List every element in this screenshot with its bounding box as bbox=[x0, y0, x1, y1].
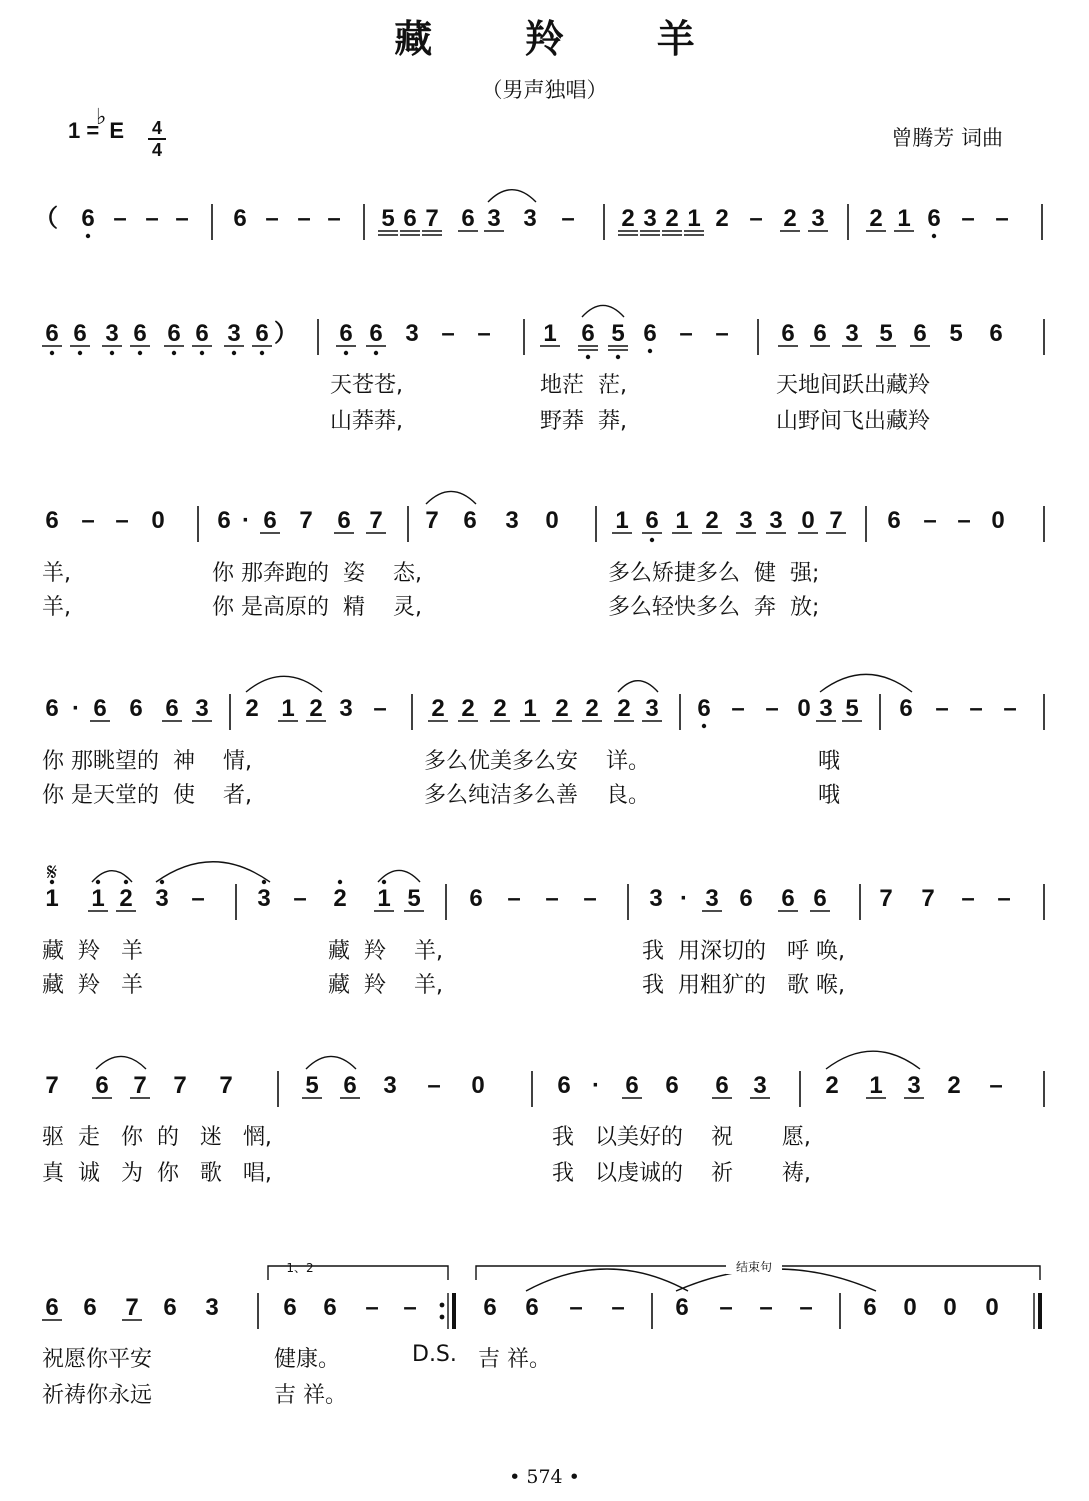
slur bbox=[488, 190, 536, 202]
note: 3 bbox=[405, 320, 419, 347]
lyric-text: 山野间飞出藏羚 bbox=[776, 409, 931, 434]
note: 3 bbox=[383, 1072, 397, 1099]
note: 0 bbox=[797, 695, 811, 722]
lyric-text: 野莽 莽, bbox=[540, 409, 627, 434]
note: 2 bbox=[119, 885, 133, 912]
note: 6 bbox=[167, 320, 181, 347]
note: 6 bbox=[369, 320, 383, 347]
note: 3 bbox=[845, 320, 859, 347]
dash-mark: – bbox=[1003, 695, 1017, 722]
note: 3 bbox=[505, 507, 519, 534]
dash-mark: – bbox=[113, 205, 127, 232]
dash-mark: – bbox=[297, 205, 311, 232]
note: 5 bbox=[407, 885, 421, 912]
note: 6 bbox=[403, 205, 417, 232]
note: 3 bbox=[257, 885, 271, 912]
note: 6 bbox=[927, 205, 941, 232]
note: 0 bbox=[991, 507, 1005, 534]
octave-dot-below bbox=[650, 538, 654, 542]
dash-mark: – bbox=[989, 1072, 1003, 1099]
note: 2 bbox=[333, 885, 347, 912]
lyric-text: 藏 羚 羊, bbox=[328, 973, 443, 998]
dash-mark: – bbox=[265, 205, 279, 232]
note: 6 bbox=[739, 885, 753, 912]
note: 6 bbox=[887, 507, 901, 534]
note: 3 bbox=[753, 1072, 767, 1099]
dash-mark: – bbox=[759, 1294, 773, 1321]
lyric-text: 羊, bbox=[42, 595, 71, 620]
note: 1 bbox=[45, 885, 59, 912]
note: 6 bbox=[643, 320, 657, 347]
slur bbox=[156, 862, 270, 882]
note: 6 bbox=[813, 320, 827, 347]
note: 1 bbox=[281, 695, 295, 722]
note: 3 bbox=[645, 695, 659, 722]
note: 6 bbox=[45, 320, 59, 347]
dash-mark: – bbox=[583, 885, 597, 912]
note: 6 bbox=[813, 885, 827, 912]
slur bbox=[96, 1056, 146, 1069]
dash-mark: – bbox=[145, 205, 159, 232]
dash-mark: – bbox=[441, 320, 455, 347]
lyric-text: 天苍苍, bbox=[330, 373, 403, 398]
lyric-text: 我 用粗犷的 歌 喉, bbox=[642, 973, 845, 998]
volta-label-ending: 结束句 bbox=[735, 1260, 773, 1274]
note: 2 bbox=[947, 1072, 961, 1099]
note: 1 bbox=[687, 205, 701, 232]
lyric-text: 你 那奔跑的 姿 态, bbox=[212, 561, 422, 586]
dash-mark: – bbox=[719, 1294, 733, 1321]
note: 2 bbox=[309, 695, 323, 722]
note: 6 bbox=[195, 320, 209, 347]
dash-mark: – bbox=[365, 1294, 379, 1321]
dash-mark: – bbox=[373, 695, 387, 722]
note: 0 bbox=[151, 507, 165, 534]
lyric-text: 多么优美多么安 详。 bbox=[424, 749, 650, 774]
dash-mark: – bbox=[957, 507, 971, 534]
note: 6 bbox=[217, 507, 231, 534]
dash-mark: – bbox=[115, 507, 129, 534]
note: 7 bbox=[133, 1072, 147, 1099]
note: 6 bbox=[83, 1294, 97, 1321]
dash-mark: – bbox=[995, 205, 1009, 232]
slur bbox=[246, 676, 322, 692]
flat-icon: ♭ bbox=[96, 104, 107, 129]
note: 6 bbox=[557, 1072, 571, 1099]
note: 6 bbox=[469, 885, 483, 912]
octave-dot-below bbox=[260, 351, 264, 355]
note: 1 bbox=[377, 885, 391, 912]
dash-mark: – bbox=[507, 885, 521, 912]
lyric-text: 我 用深切的 呼 唤, bbox=[642, 939, 845, 964]
dash-mark: – bbox=[679, 320, 693, 347]
dot-mark: · bbox=[242, 507, 250, 534]
octave-dot-above bbox=[262, 880, 266, 884]
note: 5 bbox=[845, 695, 859, 722]
note: 3 bbox=[819, 695, 833, 722]
lyric-text: 羊, bbox=[42, 561, 71, 586]
note: 6 bbox=[93, 695, 107, 722]
note: 2 bbox=[705, 507, 719, 534]
octave-dot-above bbox=[124, 880, 128, 884]
lyric-text: 你 是天堂的 使 者, bbox=[42, 783, 252, 808]
dot-mark: · bbox=[680, 885, 688, 912]
note: 1 bbox=[543, 320, 557, 347]
lyric-text: 山莽莽, bbox=[330, 409, 403, 434]
note: 3 bbox=[227, 320, 241, 347]
dash-mark: – bbox=[191, 885, 205, 912]
dash-mark: – bbox=[427, 1072, 441, 1099]
octave-dot-below bbox=[78, 351, 82, 355]
note: 2 bbox=[621, 205, 635, 232]
repeat-dot bbox=[440, 1315, 445, 1320]
note: 3 bbox=[643, 205, 657, 232]
octave-dot-below bbox=[138, 351, 142, 355]
octave-dot-below bbox=[616, 355, 620, 359]
note: 6 bbox=[45, 695, 59, 722]
note: 6 bbox=[337, 507, 351, 534]
note: 6 bbox=[781, 320, 795, 347]
song-subtitle: （男声独唱） bbox=[481, 78, 608, 102]
note: 6 bbox=[665, 1072, 679, 1099]
note: 1 bbox=[523, 695, 537, 722]
note: 6 bbox=[45, 1294, 59, 1321]
lyric-text: 我 以虔诚的 祈 祷, bbox=[552, 1161, 811, 1186]
note: 5 bbox=[381, 205, 395, 232]
note: 7 bbox=[173, 1072, 187, 1099]
dash-mark: – bbox=[545, 885, 559, 912]
dash-mark: – bbox=[293, 885, 307, 912]
dash-mark: – bbox=[715, 320, 729, 347]
time-denominator: 4 bbox=[151, 140, 162, 160]
note: 6 bbox=[715, 1072, 729, 1099]
lyric-text: 哦 bbox=[818, 783, 841, 808]
note: 5 bbox=[611, 320, 625, 347]
dash-mark: – bbox=[997, 885, 1011, 912]
lyric-text: 真 诚 为 你 歌 唱, bbox=[42, 1161, 272, 1186]
slur bbox=[426, 491, 476, 504]
note: 6 bbox=[781, 885, 795, 912]
octave-dot-below bbox=[702, 724, 706, 728]
note: 2 bbox=[665, 205, 679, 232]
note: 2 bbox=[585, 695, 599, 722]
slur bbox=[582, 305, 624, 317]
note: 0 bbox=[985, 1294, 999, 1321]
time-numerator: 4 bbox=[151, 118, 162, 138]
note: 3 bbox=[205, 1294, 219, 1321]
octave-dot-below bbox=[110, 351, 114, 355]
repeat-dot bbox=[440, 1303, 445, 1308]
note: 6 bbox=[163, 1294, 177, 1321]
dash-mark: – bbox=[969, 695, 983, 722]
lyric-text: D.S. bbox=[412, 1342, 457, 1367]
slur bbox=[526, 1269, 688, 1291]
dash-mark: – bbox=[749, 205, 763, 232]
note: 7 bbox=[219, 1072, 233, 1099]
note: 6 bbox=[645, 507, 659, 534]
lyric-text: 健康。 bbox=[274, 1347, 341, 1372]
dash-mark: – bbox=[961, 885, 975, 912]
note: 6 bbox=[255, 320, 269, 347]
note: 3 bbox=[487, 205, 501, 232]
lyric-text: 祈祷你永远 bbox=[42, 1383, 153, 1408]
lyric-text: 吉 祥。 bbox=[478, 1347, 551, 1372]
note: 3 bbox=[811, 205, 825, 232]
note: 6 bbox=[525, 1294, 539, 1321]
note: 3 bbox=[339, 695, 353, 722]
segno-icon: 𝄋 bbox=[46, 858, 58, 886]
note: 1 bbox=[615, 507, 629, 534]
note: 5 bbox=[949, 320, 963, 347]
note: 3 bbox=[907, 1072, 921, 1099]
note: 3 bbox=[705, 885, 719, 912]
note: 6 bbox=[129, 695, 143, 722]
note: 7 bbox=[299, 507, 313, 534]
dash-mark: – bbox=[935, 695, 949, 722]
octave-dot-below bbox=[648, 349, 652, 353]
octave-dot-below bbox=[232, 351, 236, 355]
note: 7 bbox=[879, 885, 893, 912]
dash-mark: – bbox=[81, 507, 95, 534]
dash-mark: – bbox=[403, 1294, 417, 1321]
note: 6 bbox=[913, 320, 927, 347]
octave-dot-below bbox=[344, 351, 348, 355]
note: 6 bbox=[463, 507, 477, 534]
octave-dot-below bbox=[374, 351, 378, 355]
note: 6 bbox=[863, 1294, 877, 1321]
note: 2 bbox=[555, 695, 569, 722]
note: 6 bbox=[263, 507, 277, 534]
octave-dot-below bbox=[932, 234, 936, 238]
octave-dot-above bbox=[382, 880, 386, 884]
dash-mark: – bbox=[765, 695, 779, 722]
note: 0 bbox=[801, 507, 815, 534]
dot-mark: · bbox=[72, 695, 80, 722]
note: 2 bbox=[493, 695, 507, 722]
note: 0 bbox=[943, 1294, 957, 1321]
note: 2 bbox=[245, 695, 259, 722]
note: 7 bbox=[829, 507, 843, 534]
note: 3 bbox=[739, 507, 753, 534]
dash-mark: – bbox=[561, 205, 575, 232]
lyric-text: 我 以美好的 祝 愿, bbox=[552, 1125, 811, 1150]
note: 1 bbox=[869, 1072, 883, 1099]
note: 1 bbox=[91, 885, 105, 912]
note: 3 bbox=[155, 885, 169, 912]
note: 7 bbox=[425, 205, 439, 232]
octave-dot-above bbox=[160, 880, 164, 884]
note: 1 bbox=[897, 205, 911, 232]
note: 6 bbox=[133, 320, 147, 347]
note: 6 bbox=[233, 205, 247, 232]
paren-mark: （ bbox=[34, 205, 58, 232]
lyric-text: 多么纯洁多么善 良。 bbox=[424, 783, 650, 808]
dash-mark: – bbox=[731, 695, 745, 722]
lyric-text: 你 是高原的 精 灵, bbox=[212, 595, 422, 620]
note: 3 bbox=[195, 695, 209, 722]
lyric-text: 藏 羚 羊 bbox=[42, 939, 143, 964]
lyric-text: 祝愿你平安 bbox=[42, 1347, 153, 1372]
lyric-text: 藏 羚 羊 bbox=[42, 973, 143, 998]
note: 6 bbox=[625, 1072, 639, 1099]
song-title: 藏 羚 羊 bbox=[394, 16, 735, 61]
note: 3 bbox=[105, 320, 119, 347]
note: 7 bbox=[369, 507, 383, 534]
note: 6 bbox=[283, 1294, 297, 1321]
lyric-text: 天地间跃出藏羚 bbox=[776, 373, 931, 398]
dash-mark: – bbox=[175, 205, 189, 232]
note: 3 bbox=[769, 507, 783, 534]
octave-dot-below bbox=[50, 351, 54, 355]
note: 2 bbox=[715, 205, 729, 232]
octave-dot-above bbox=[338, 880, 342, 884]
note: 7 bbox=[921, 885, 935, 912]
note: 5 bbox=[305, 1072, 319, 1099]
paren-mark: ） bbox=[274, 320, 298, 347]
octave-dot-below bbox=[86, 234, 90, 238]
note: 2 bbox=[431, 695, 445, 722]
slur bbox=[826, 1051, 920, 1069]
lyric-text: 多么矫捷多么 健 强; bbox=[608, 561, 820, 586]
note: 2 bbox=[783, 205, 797, 232]
lyric-text: 驱 走 你 的 迷 惘, bbox=[42, 1125, 272, 1150]
slur bbox=[618, 681, 658, 692]
note: 2 bbox=[617, 695, 631, 722]
note: 6 bbox=[483, 1294, 497, 1321]
note: 6 bbox=[899, 695, 913, 722]
note: 7 bbox=[125, 1294, 139, 1321]
note: 6 bbox=[323, 1294, 337, 1321]
lyric-text: 多么轻快多么 奔 放; bbox=[608, 595, 820, 620]
note: 6 bbox=[343, 1072, 357, 1099]
note: 5 bbox=[879, 320, 893, 347]
dash-mark: – bbox=[611, 1294, 625, 1321]
dash-mark: – bbox=[569, 1294, 583, 1321]
note: 7 bbox=[425, 507, 439, 534]
lyric-text: 地茫 茫, bbox=[540, 373, 627, 398]
note: 3 bbox=[649, 885, 663, 912]
slur bbox=[306, 1056, 356, 1069]
lyric-text: 哦 bbox=[818, 749, 841, 774]
key-prefix: 1 = bbox=[68, 118, 100, 143]
dash-mark: – bbox=[327, 205, 341, 232]
note: 3 bbox=[523, 205, 537, 232]
note: 6 bbox=[461, 205, 475, 232]
note: 6 bbox=[675, 1294, 689, 1321]
dot-mark: · bbox=[592, 1072, 600, 1099]
dash-mark: – bbox=[923, 507, 937, 534]
note: 1 bbox=[675, 507, 689, 534]
note: 6 bbox=[581, 320, 595, 347]
slur bbox=[820, 674, 912, 692]
note: 2 bbox=[461, 695, 475, 722]
note: 6 bbox=[45, 507, 59, 534]
note: 7 bbox=[45, 1072, 59, 1099]
lyric-text: 吉 祥。 bbox=[274, 1383, 347, 1408]
dash-mark: – bbox=[961, 205, 975, 232]
note: 2 bbox=[825, 1072, 839, 1099]
note: 6 bbox=[81, 205, 95, 232]
note: 6 bbox=[697, 695, 711, 722]
octave-dot-below bbox=[172, 351, 176, 355]
octave-dot-below bbox=[586, 355, 590, 359]
note: 6 bbox=[165, 695, 179, 722]
lyric-text: 你 那眺望的 神 情, bbox=[42, 749, 252, 774]
note: 2 bbox=[869, 205, 883, 232]
volta-label-first: 1、2 bbox=[286, 1261, 314, 1275]
octave-dot-below bbox=[200, 351, 204, 355]
note: 6 bbox=[95, 1072, 109, 1099]
lyric-text: 藏 羚 羊, bbox=[328, 939, 443, 964]
note: 6 bbox=[339, 320, 353, 347]
note: 0 bbox=[471, 1072, 485, 1099]
key-note: E bbox=[109, 118, 125, 143]
octave-dot-above bbox=[96, 880, 100, 884]
composer-credit: 曾腾芳 词曲 bbox=[891, 126, 1003, 150]
note: 6 bbox=[73, 320, 87, 347]
note: 6 bbox=[989, 320, 1003, 347]
dash-mark: – bbox=[799, 1294, 813, 1321]
note: 0 bbox=[903, 1294, 917, 1321]
note: 0 bbox=[545, 507, 559, 534]
page-number: • 574 • bbox=[509, 1466, 580, 1488]
dash-mark: – bbox=[477, 320, 491, 347]
